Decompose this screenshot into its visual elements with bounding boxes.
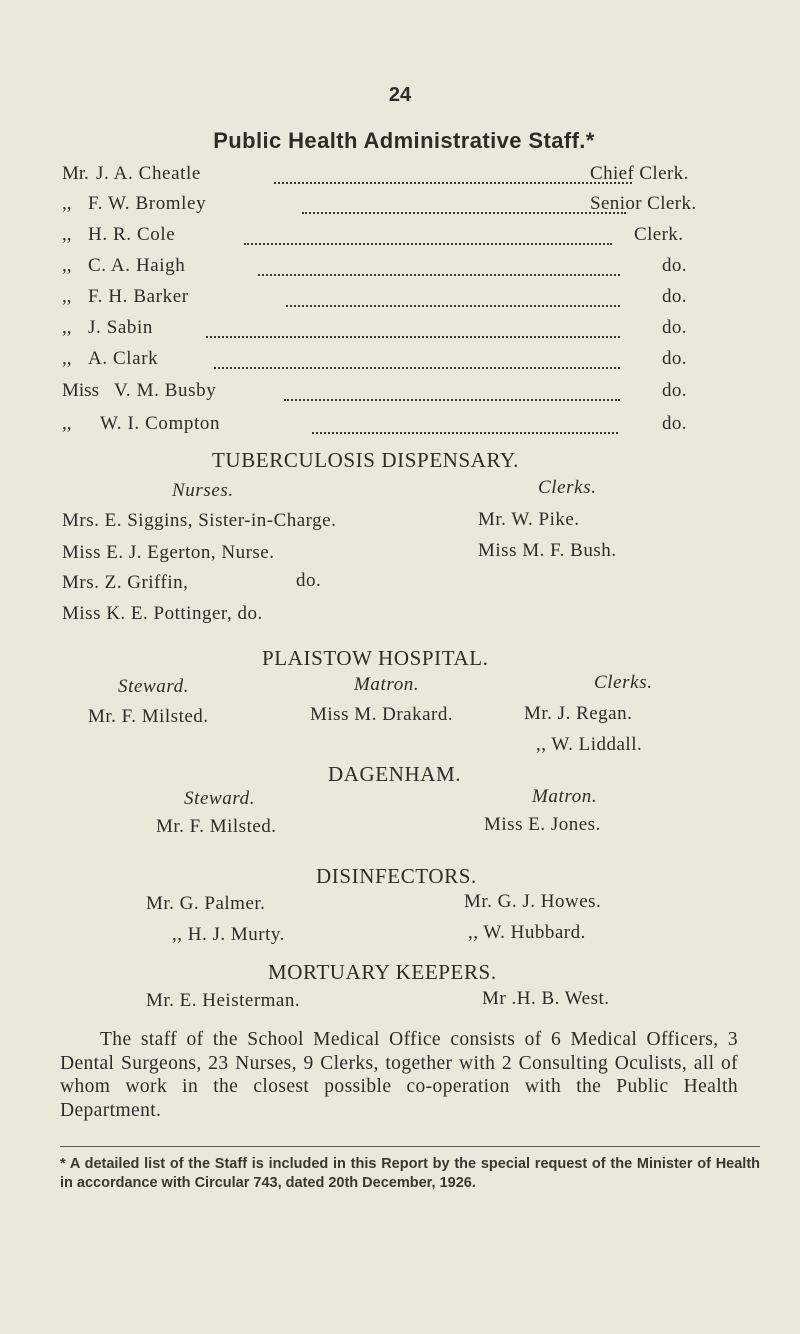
staff-prefix: ,, xyxy=(62,348,72,369)
staff-title: do. xyxy=(662,255,687,276)
steward-entry: Mr. F. Milsted. xyxy=(88,706,209,727)
steward-entry: Mr. F. Milsted. xyxy=(156,816,277,837)
mortuary-keeper-entry: Mr. E. Heisterman. xyxy=(146,990,301,1011)
section-heading: DAGENHAM. xyxy=(328,762,462,786)
nurse-entry: Miss E. J. Egerton, Nurse. xyxy=(62,542,275,563)
disinfector-entry: Mr. G. J. Howes. xyxy=(464,891,602,912)
staff-name: C. A. Haigh xyxy=(88,255,186,276)
dot-leader xyxy=(206,333,620,338)
staff-name: A. Clark xyxy=(88,348,159,369)
dot-leader xyxy=(244,240,612,245)
staff-title: do. xyxy=(662,413,687,434)
column-heading-matron: Matron. xyxy=(354,674,420,695)
staff-title: Senior Clerk. xyxy=(590,193,697,214)
nurse-role: do. xyxy=(296,570,322,591)
mortuary-keeper-entry: Mr .H. B. West. xyxy=(482,988,610,1009)
staff-prefix: ,, xyxy=(62,286,72,307)
staff-title: do. xyxy=(662,348,687,369)
disinfector-entry: ,, W. Hubbard. xyxy=(468,922,586,943)
column-heading-clerks: Clerks. xyxy=(538,477,597,498)
staff-row xyxy=(62,193,742,221)
staff-row xyxy=(62,286,742,314)
clerk-entry: Mr. W. Pike. xyxy=(478,509,580,530)
staff-name: W. I. Compton xyxy=(100,413,221,434)
dot-leader xyxy=(286,302,620,307)
footnote xyxy=(60,1155,760,1193)
footnote-text: A detailed list of the Staff is included in this Report by the special request of the Minister of Health in accordance with Circular 743, dated 20th December, 1926. xyxy=(60,1156,761,1191)
dot-leader xyxy=(258,271,620,276)
column-heading-matron: Matron. xyxy=(532,786,598,807)
staff-prefix: Mr. xyxy=(62,163,89,184)
nurse-entry: Mrs. E. Siggins, Sister-in-Charge. xyxy=(62,510,337,531)
page-number: 24 xyxy=(388,84,412,106)
column-heading-steward: Steward. xyxy=(118,676,190,697)
dot-leader xyxy=(274,179,632,184)
column-heading-clerks: Clerks. xyxy=(594,672,653,693)
nurse-entry: Mrs. Z. Griffin, xyxy=(62,572,189,593)
staff-title: do. xyxy=(662,286,687,307)
staff-title: Chief Clerk. xyxy=(590,163,689,184)
staff-row xyxy=(62,163,742,191)
column-heading-steward: Steward. xyxy=(184,788,256,809)
staff-name: V. M. Busby xyxy=(114,380,217,401)
staff-prefix: ,, xyxy=(62,224,72,245)
staff-name: F. H. Barker xyxy=(88,286,189,307)
clerk-entry: ,, W. Liddall. xyxy=(536,734,643,755)
clerk-entry: Miss M. F. Bush. xyxy=(478,540,617,561)
staff-name: J. Sabin xyxy=(88,317,153,338)
matron-entry: Miss E. Jones. xyxy=(484,814,601,835)
dot-leader xyxy=(214,364,620,369)
staff-row xyxy=(62,224,742,252)
section-heading: MORTUARY KEEPERS. xyxy=(268,960,497,984)
staff-prefix: ,, xyxy=(62,413,72,434)
body-paragraph: The staff of the School Medical Office consists of 6 Medical Officers, 3 Dental Surgeons, 23 Nurses, 9 Clerks, together with 2 Consulting Oculists, all of whom work in the closest possible co-operation with the Public Health Department. xyxy=(60,1029,738,1121)
staff-row xyxy=(62,255,742,283)
staff-prefix: ,, xyxy=(62,255,72,276)
disinfector-entry: ,, H. J. Murty. xyxy=(172,924,285,945)
staff-name: F. W. Bromley xyxy=(88,193,207,214)
staff-title: do. xyxy=(662,317,687,338)
staff-prefix: ,, xyxy=(62,317,72,338)
staff-name: H. R. Cole xyxy=(88,224,176,245)
staff-name: J. A. Cheatle xyxy=(96,163,201,184)
staff-row xyxy=(62,348,742,376)
staff-prefix: Miss xyxy=(62,380,99,401)
footnote-divider xyxy=(60,1146,760,1147)
matron-entry: Miss M. Drakard. xyxy=(310,704,454,725)
nurse-entry: Miss K. E. Pottinger, do. xyxy=(62,603,263,624)
dot-leader xyxy=(302,209,626,214)
staff-row xyxy=(62,380,742,408)
section-heading: PLAISTOW HOSPITAL. xyxy=(262,646,489,670)
section-heading: DISINFECTORS. xyxy=(316,864,477,888)
staff-prefix: ,, xyxy=(62,193,72,214)
section-heading: TUBERCULOSIS DISPENSARY. xyxy=(212,448,519,472)
footnote-mark: * xyxy=(60,1156,66,1172)
column-heading-nurses: Nurses. xyxy=(172,480,234,501)
staff-row xyxy=(62,413,742,441)
dot-leader xyxy=(312,429,618,434)
dot-leader xyxy=(284,396,620,401)
disinfector-entry: Mr. G. Palmer. xyxy=(146,893,266,914)
staff-row xyxy=(62,317,742,345)
page-title: Public Health Administrative Staff.* xyxy=(213,128,595,153)
staff-title: Clerk. xyxy=(634,224,684,245)
staff-title: do. xyxy=(662,380,687,401)
clerk-entry: Mr. J. Regan. xyxy=(524,703,633,724)
